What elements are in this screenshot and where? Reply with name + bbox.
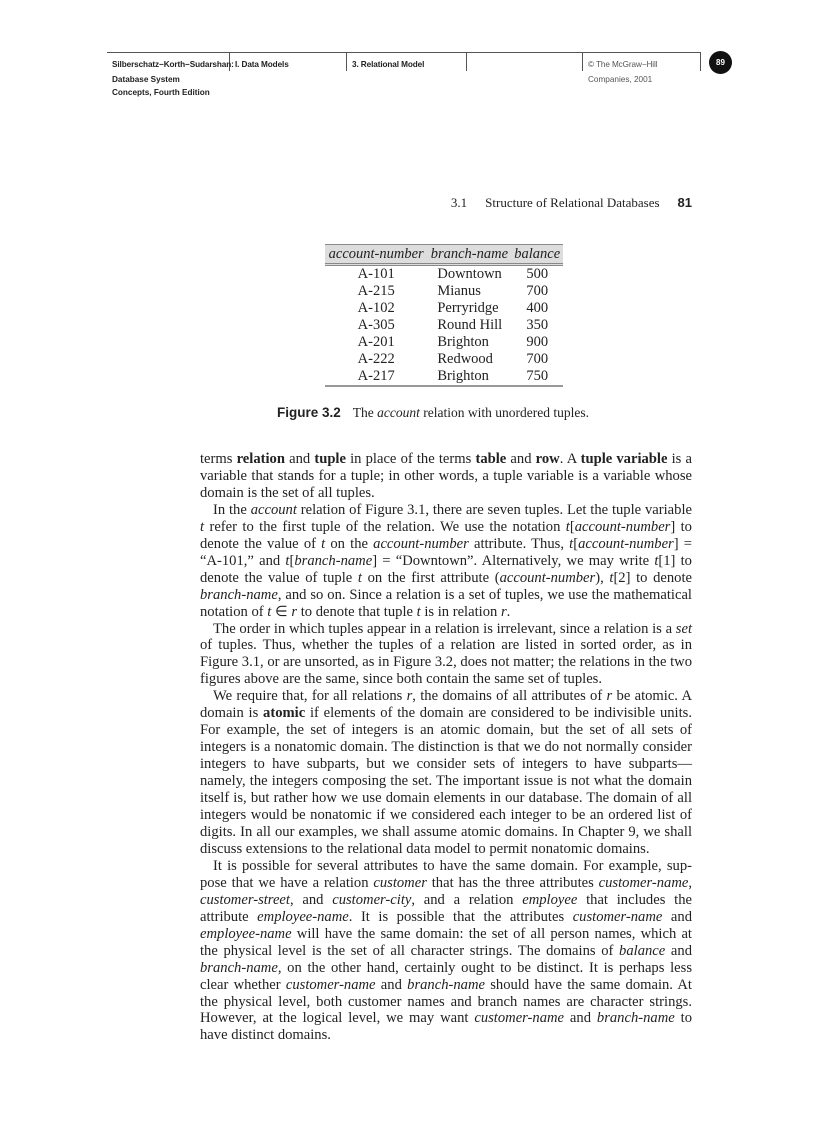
figure-caption (277, 405, 589, 421)
table-row (325, 351, 563, 368)
text-run: , and (289, 891, 333, 908)
table-cell: Downtown (437, 266, 502, 282)
text-run: , (688, 874, 692, 891)
table-cell: Perryridge (437, 300, 499, 316)
column-header: account-number (325, 245, 427, 265)
table-cell: 700 (526, 283, 549, 299)
text-run: relation of Figure 3.1, there are seven tuples. Let the tuple variable (296, 501, 692, 518)
page-number: 81 (677, 195, 692, 210)
running-head (451, 195, 692, 211)
italic-term: employee-name (257, 908, 349, 925)
italic-term: account (250, 501, 297, 518)
table-cell: A-101 (357, 266, 395, 282)
text-run: attribute. Thus, (468, 535, 570, 552)
italic-term: customer (373, 874, 427, 891)
text-run: ∈ (271, 603, 292, 620)
italic-term: t (267, 603, 272, 620)
text-run: and (662, 908, 692, 925)
text-run: terms (200, 451, 237, 467)
italic-term: t (609, 569, 614, 586)
italic-term: t (321, 535, 326, 552)
text-run: [ (573, 535, 579, 552)
italic-term: customer-name (285, 976, 376, 993)
text-run: to denote that tuple (297, 603, 417, 620)
italic-term: customer-city (332, 891, 412, 908)
text-run: We require that, for all relations (213, 688, 407, 705)
text-run: , and so on. Since a relation is a set of tuples, we use the mathematical notation of (200, 586, 692, 620)
text-run: [ (289, 552, 295, 569)
text-run: [2] to denote (613, 569, 692, 586)
table-cell: A-222 (357, 351, 395, 367)
table-cell: 400 (526, 300, 549, 316)
italic-term: t (285, 552, 290, 569)
text-run: and (284, 451, 315, 467)
page-number-badge: 89 (709, 51, 732, 74)
header-chapter: 3. Relational Model (347, 53, 467, 71)
bold-term: table (475, 451, 507, 467)
italic-term: t (569, 535, 574, 552)
table-cell: 750 (511, 368, 563, 386)
italic-term: t (654, 552, 659, 569)
text-run: . (506, 603, 511, 620)
header-book-title: Silberschatz−Korth−Sudarshan: (107, 53, 230, 71)
page-header (107, 52, 701, 73)
text-run: , and a relation (411, 891, 523, 908)
italic-term: t (357, 569, 362, 586)
header-book-title-line2: Database System (112, 75, 180, 84)
header-publisher: © The McGraw−Hill (583, 53, 701, 71)
paragraph (200, 621, 692, 689)
italic-term: r (291, 603, 298, 620)
table-cell: A-305 (357, 317, 395, 333)
table-cell: A-201 (357, 334, 395, 350)
table-row (325, 317, 563, 334)
text-run: and (564, 1010, 597, 1027)
section-number: 3.1 (450, 195, 468, 210)
text-run: should have the same domain. At the physical level, both customer names and branch names are character strings. However, at the logical level, we may want (200, 976, 692, 1027)
italic-term: branch-name (407, 976, 485, 993)
text-run: on the first attribute ( (361, 569, 500, 586)
text-run: ] to denote the value of (200, 518, 692, 552)
paragraph (200, 688, 692, 858)
italic-term: employee-name (200, 925, 292, 942)
text-run: ] = “A-101,” and (200, 535, 692, 569)
body-text (200, 451, 692, 1044)
text-run: [ (569, 518, 575, 535)
table-cell: 700 (526, 351, 549, 367)
text-run: that has the three attributes (426, 874, 599, 891)
paragraph (200, 451, 692, 502)
italic-term: account-number (499, 569, 596, 586)
text-run: ), (595, 569, 610, 586)
italic-term: customer-street (200, 891, 290, 908)
text-run: and (506, 451, 536, 467)
header-book-title-line3: Concepts, Fourth Edition (112, 88, 210, 97)
table-cell: A-215 (357, 283, 395, 299)
table-header-row (325, 245, 563, 265)
italic-term: branch-name (200, 959, 278, 976)
caption-emphasis: account (377, 405, 420, 420)
figure-label: Figure 3.2 (277, 405, 341, 420)
italic-term: account-number (373, 535, 469, 552)
caption-text-end: relation with unordered tuples. (419, 405, 589, 420)
text-run: In the (213, 501, 251, 518)
italic-term: branch-name (294, 552, 373, 569)
italic-term: customer-name (474, 1010, 565, 1027)
table-cell: Mianus (437, 283, 481, 299)
table-cell: 350 (526, 317, 549, 333)
text-run: that includes the attribute (200, 891, 692, 925)
italic-term: r (500, 603, 507, 620)
italic-term: balance (619, 942, 666, 959)
text-run: on the (325, 535, 374, 552)
text-run: ] = “Downtown”. Alternatively, we may write (372, 552, 655, 569)
italic-term: account-number (574, 518, 671, 535)
italic-term: t (565, 518, 570, 535)
italic-term: r (606, 688, 613, 705)
column-header: balance (511, 245, 563, 265)
bold-term: tuple variable (580, 451, 668, 467)
text-run: , the domains of all attributes of (412, 688, 607, 705)
italic-term: employee (522, 891, 578, 908)
caption-text: The (352, 405, 378, 420)
italic-term: t (200, 518, 205, 535)
text-run: will have the same domain: the set of all person names, which at the physical level is the set of all character strings. The domains of (200, 925, 692, 959)
bold-term: atomic (263, 705, 306, 722)
table-cell: Redwood (437, 351, 493, 367)
table-row (325, 334, 563, 351)
bold-term: row (535, 451, 560, 467)
table-cell: Brighton (427, 368, 511, 386)
italic-term: r (406, 688, 413, 705)
table-row (325, 265, 563, 284)
text-run: and (665, 942, 692, 959)
text-run: in place of the terms (345, 451, 476, 467)
italic-term: account-number (578, 535, 674, 552)
account-relation-table (325, 244, 563, 387)
text-run: The order in which tuples appear in a relation is irrelevant, since a relation is a (213, 620, 676, 637)
text-run: and (375, 976, 408, 993)
table-cell: 900 (526, 334, 549, 350)
bold-term: relation (236, 451, 285, 467)
text-run: if elements of the domain are considered to be indivisible units. For example, the set of integers is an atomic domain, but the set of all sets of integers is a nonatomic domain. The distinction is that we do not normally consider integers to have subparts, but we consider sets of integers to have subparts—namely, the integers composing the set. The important issue is not what the domain itself is, but rather how we use domain elements in our database. The domain of all integers would be nonatomic if we considered each integer to be an ordered list of digits. In all our examples, we shall assume atomic domains. In Chapter 9, we shall discuss extensions to the relational data model to permit nonatomic domains. (200, 705, 692, 857)
table-cell: 500 (526, 266, 549, 282)
table-cell: A-102 (357, 300, 395, 316)
table-row (325, 300, 563, 317)
bold-term: tuple (314, 451, 346, 467)
header-publisher-line2: Companies, 2001 (588, 75, 653, 84)
text-run: , on the other hand, certainly ought to be distinct. It is perhaps less clear whether (200, 959, 692, 993)
italic-term: customer-name (598, 874, 689, 891)
table-cell: Brighton (437, 334, 489, 350)
column-header: branch-name (427, 245, 511, 265)
paragraph (200, 858, 692, 1044)
italic-term: branch-name (200, 586, 278, 603)
table-row (325, 368, 563, 386)
italic-term: customer-name (572, 908, 663, 925)
text-run: to have distinct domains. (200, 1010, 692, 1044)
table-row (325, 283, 563, 300)
header-part: I. Data Models (230, 53, 347, 71)
table-cell: Round Hill (437, 317, 503, 333)
text-run: be atomic. A domain is (200, 688, 692, 722)
text-run: is a variable that stands for a tuple; in other words, a tuple variable is a variable whose domain is the set of all tuples. (200, 451, 692, 501)
text-run: of tuples. Thus, whether the tuples of a relation are listed in sorted order, as in Figure 3.1, or are unsorted, as in Figure 3.2, does not matter; the relations in the two figures above are the same, since both contain the same set of tuples. (200, 637, 692, 688)
italic-term: branch-name (596, 1010, 675, 1027)
italic-term: t (416, 603, 421, 620)
text-run: . It is possible that the attributes (348, 908, 573, 925)
paragraph (200, 502, 692, 621)
text-run: It is possible for several attributes to have the same domain. For example, suppose that we have a relation (200, 857, 692, 891)
text-run: [1] to denote the value of tuple (200, 552, 692, 586)
text-run: is in relation (420, 603, 501, 620)
text-run: . A (559, 451, 581, 467)
table-cell: A-217 (325, 368, 427, 386)
italic-term: set (675, 620, 692, 637)
text-run: refer to the first tuple of the relation. We use the notation (204, 518, 566, 535)
header-blank (467, 53, 583, 71)
section-title: Structure of Relational Databases (485, 195, 660, 210)
